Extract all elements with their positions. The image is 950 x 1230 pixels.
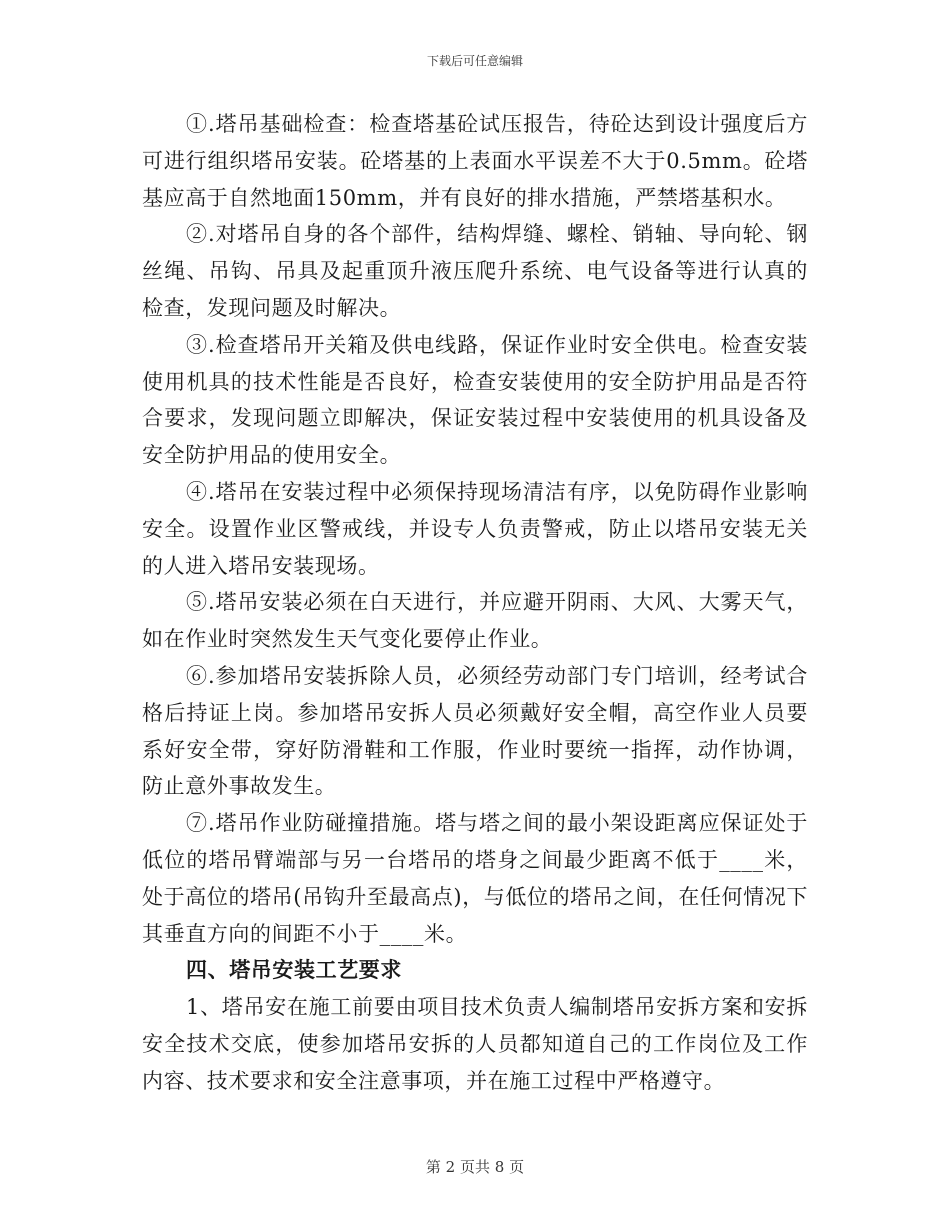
paragraph-anti-collision: ⑦.塔吊作业防碰撞措施。塔与塔之间的最小架设距离应保证处于低位的塔吊臂端部与另一台塔吊的塔身之间最少距离不低于____米，处于高位的塔吊(吊钩升至最高点)，与低位的塔吊之间，在任何情况下其垂直方向的间距不小于____米。 <box>142 811 808 946</box>
paragraph-personnel: ⑥.参加塔吊安装拆除人员，必须经劳动部门专门培训，经考试合格后持证上岗。参加塔吊安拆人员必须戴好安全帽，高空作业人员要系好安全带，穿好防滑鞋和工作服，作业时要统一指挥，动作协调，防止意外事故发生。 <box>142 663 808 799</box>
page-footer: 第 2 页共 8 页 <box>425 1158 525 1176</box>
paragraph-installation-plan: 1、塔吊安在施工前要由项目技术负责人编制塔吊安拆方案和安拆安全技术交底，使参加塔吊安拆的人员都知道自己的工作岗位及工作内容、技术要求和安全注意事项，并在施工过程中严格遵守。 <box>142 995 808 1093</box>
section-heading: 四、塔吊安装工艺要求 <box>186 957 402 983</box>
paragraph-power-supply-check: ③.检查塔吊开关箱及供电线路，保证作业时安全供电。检查安装使用机具的技术性能是否良好，检查安装使用的安全防护用品是否符合要求，发现问题立即解决，保证安装过程中安装使用的机具设备及安全防护用品的使用安全。 <box>142 332 808 468</box>
paragraph-foundation-check: ①.塔吊基础检查：检查塔基砼试压报告，待砼达到设计强度后方可进行组织塔吊安装。砼塔基的上表面水平误差不大于0.5mm。砼塔基应高于自然地面150mm，并有良好的排水措施，严禁塔基积水。 <box>142 112 808 210</box>
document-body <box>142 106 808 1100</box>
paragraph-component-check: ②.对塔吊自身的各个部件，结构焊缝、螺栓、销轴、导向轮、钢丝绳、吊钩、吊具及起重顶升液压爬升系统、电气设备等进行认真的检查，发现问题及时解决。 <box>142 222 808 320</box>
paragraph-weather: ⑤.塔吊安装必须在白天进行，并应避开阴雨、大风、大雾天气，如在作业时突然发生天气变化要停止作业。 <box>142 590 808 652</box>
paragraph-site-safety: ④.塔吊在安装过程中必须保持现场清洁有序，以免防碍作业影响安全。设置作业区警戒线，并设专人负责警戒，防止以塔吊安装无关的人进入塔吊安装现场。 <box>142 479 808 578</box>
page-header: 下载后可任意编辑 <box>426 54 523 68</box>
